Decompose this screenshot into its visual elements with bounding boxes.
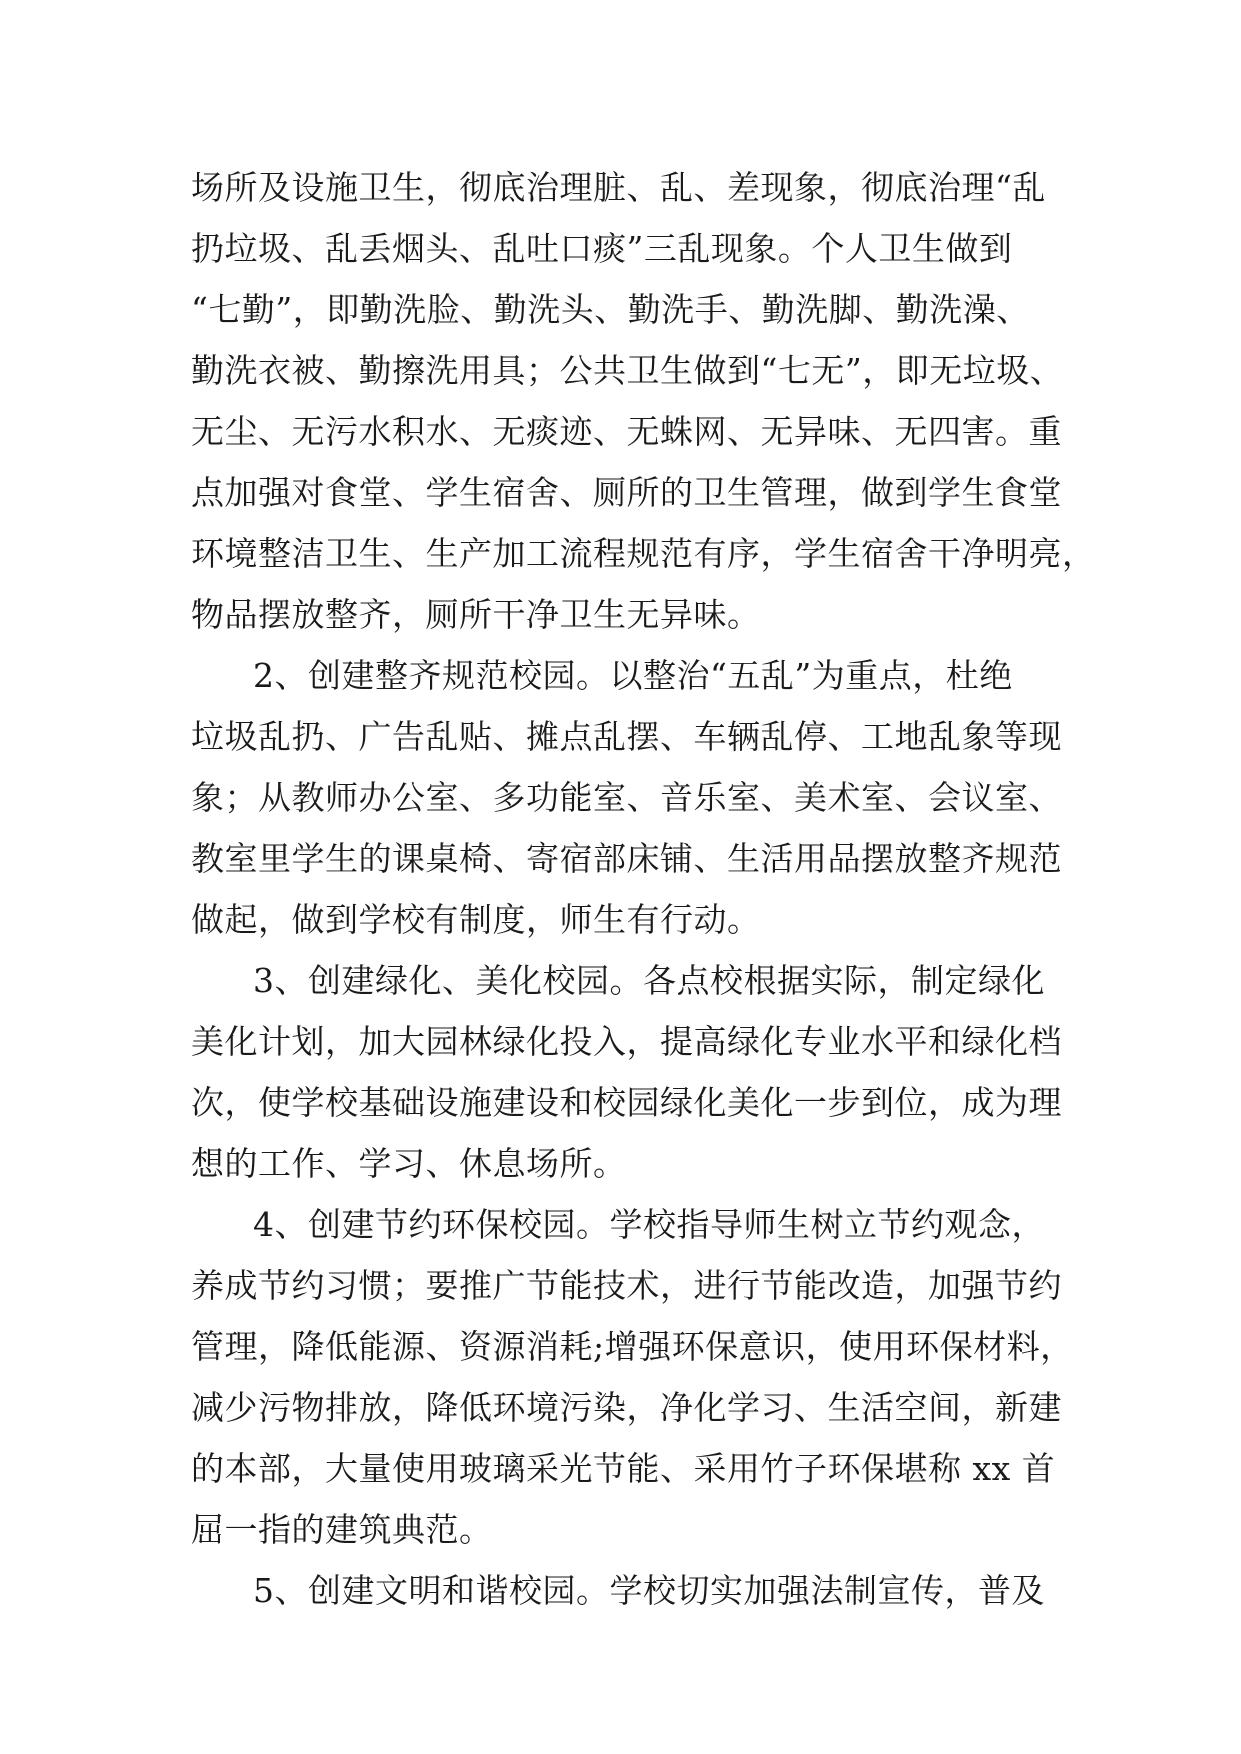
text-line: 场所及设施卫生，彻底治理脏、乱、差现象，彻底治理“乱 bbox=[191, 168, 1046, 207]
text-line: 物品摆放整齐，厕所干净卫生无异味。 bbox=[191, 595, 761, 634]
text-line: 屈一指的建筑典范。 bbox=[191, 1510, 493, 1549]
paragraph-4 bbox=[191, 1194, 1074, 1560]
paragraph-2 bbox=[191, 645, 1062, 950]
text-line: 点加强对食堂、学生宿舍、厕所的卫生管理，做到学生食堂 bbox=[191, 473, 1062, 512]
text-line: 美化计划，加大园林绿化投入，提高绿化专业水平和绿化档 bbox=[191, 1022, 1062, 1061]
text-line-indented: 5、创建文明和谐校园。学校切实加强法制宣传，普及 bbox=[253, 1571, 1045, 1610]
text-line: 象；从教师办公室、多功能室、音乐室、美术室、会议室、 bbox=[191, 778, 1062, 817]
text-line: 环境整洁卫生、生产加工流程规范有序，学生宿舍干净明亮， bbox=[191, 534, 1096, 573]
paragraph-1 bbox=[191, 157, 1096, 645]
text-line-indented: 2、创建整齐规范校园。以整治“五乱”为重点，杜绝 bbox=[253, 656, 1013, 695]
text-line-indented: 4、创建节约环保校园。学校指导师生树立节约观念， bbox=[253, 1205, 1045, 1244]
text-line-indented: 3、创建绿化、美化校园。各点校根据实际，制定绿化 bbox=[253, 961, 1045, 1000]
text-line: 教室里学生的课桌椅、寄宿部床铺、生活用品摆放整齐规范 bbox=[191, 839, 1062, 878]
text-line: 次，使学校基础设施建设和校园绿化美化一步到位，成为理 bbox=[191, 1083, 1062, 1122]
text-line: 的本部，大量使用玻璃采光节能、采用竹子环保堪称 xx 首 bbox=[191, 1449, 1056, 1488]
document-body bbox=[191, 157, 1096, 1621]
text-line: 养成节约习惯；要推广节能技术，进行节能改造，加强节约 bbox=[191, 1266, 1062, 1305]
text-line: 勤洗衣被、勤擦洗用具；公共卫生做到“七无”，即无垃圾、 bbox=[191, 351, 1064, 390]
paragraph-5 bbox=[191, 1560, 1051, 1621]
text-line: 做起，做到学校有制度，师生有行动。 bbox=[191, 900, 761, 939]
text-line: “七勤”，即勤洗脸、勤洗头、勤洗手、勤洗脚、勤洗澡、 bbox=[191, 290, 1030, 329]
text-line: 管理，降低能源、资源消耗;增强环保意识，使用环保材料， bbox=[191, 1327, 1074, 1366]
text-line: 扔垃圾、乱丢烟头、乱吐口痰”三乱现象。个人卫生做到 bbox=[191, 229, 1013, 268]
text-line: 减少污物排放，降低环境污染，净化学习、生活空间，新建 bbox=[191, 1388, 1062, 1427]
paragraph-3 bbox=[191, 950, 1062, 1194]
text-line: 垃圾乱扔、广告乱贴、摊点乱摆、车辆乱停、工地乱象等现 bbox=[191, 717, 1062, 756]
text-line: 无尘、无污水积水、无痰迹、无蛛网、无异味、无四害。重 bbox=[191, 412, 1062, 451]
text-line: 想的工作、学习、休息场所。 bbox=[191, 1144, 627, 1183]
